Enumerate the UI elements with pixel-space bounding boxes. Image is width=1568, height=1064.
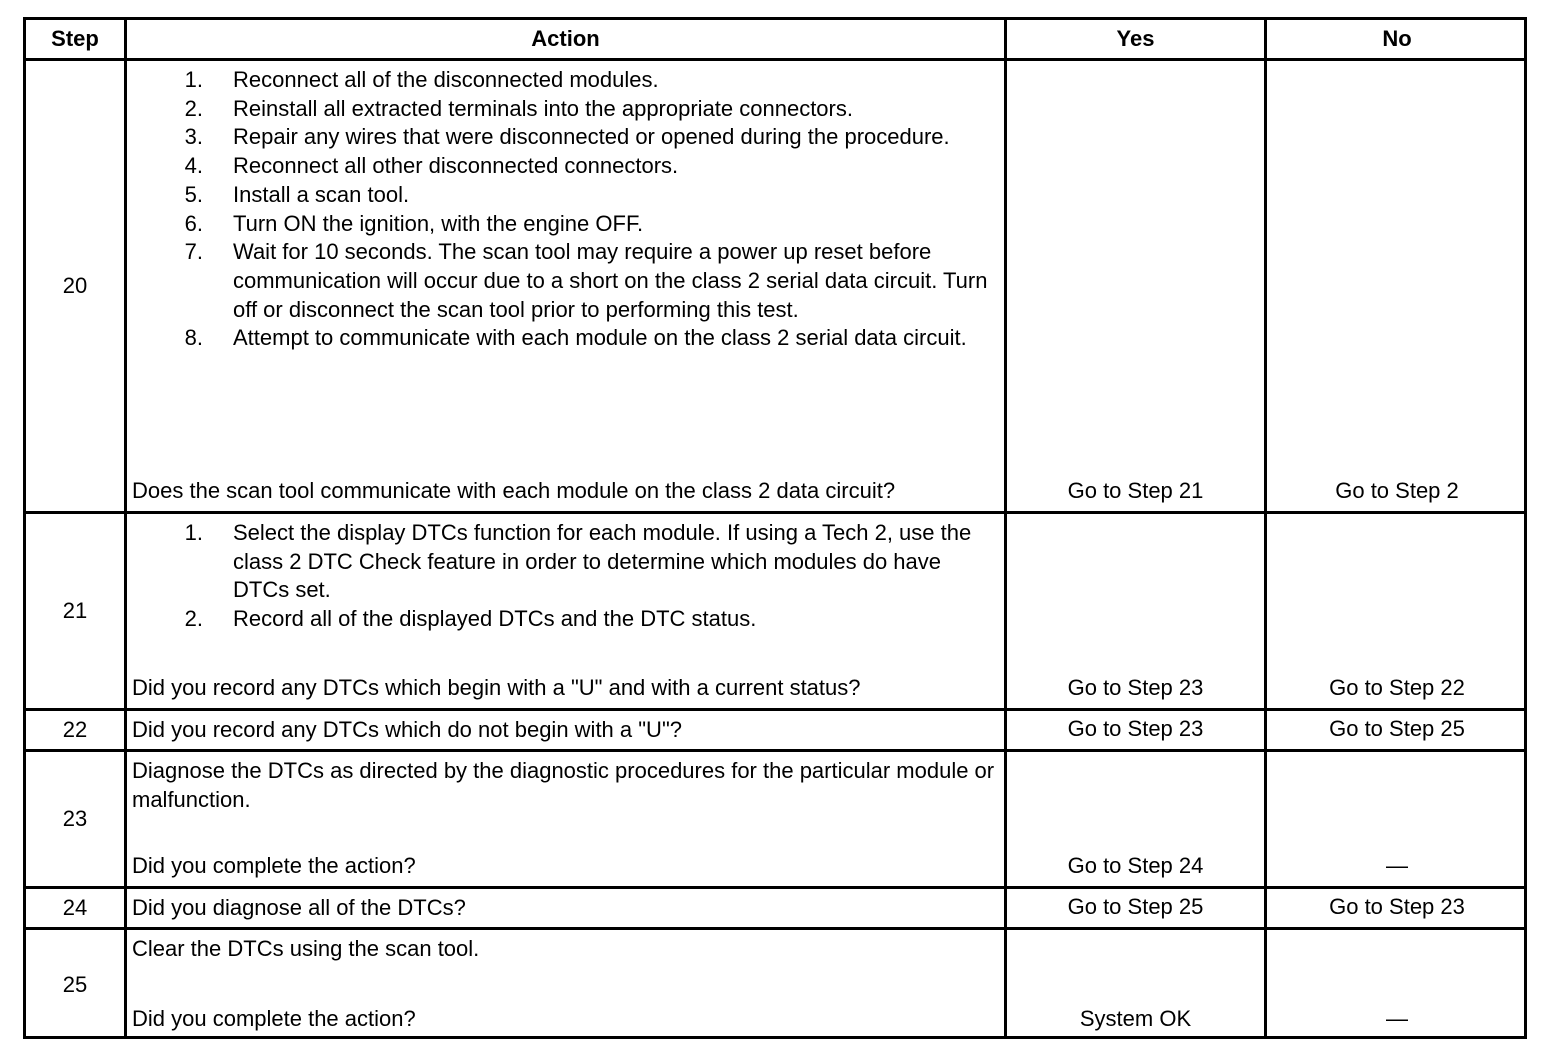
no-cell: [1264, 927, 1527, 1039]
item-number: 5.: [184, 181, 203, 207]
item-number: 1.: [184, 67, 203, 92]
item-text: Attempt to communicate with each module on the class 2 serial data circuit.: [233, 325, 967, 351]
step-number-cell: [23, 511, 124, 708]
step-number: 24: [62, 895, 88, 920]
item-text: Reconnect all of the disconnected modules.: [233, 67, 659, 92]
header-no: [1264, 17, 1527, 58]
item-number: 2.: [184, 606, 203, 632]
no-cell: [1264, 511, 1527, 708]
question-row: [132, 716, 998, 745]
yes-cell: [1004, 886, 1264, 927]
question-text: Did you complete the action?: [132, 853, 416, 879]
item-text: Wait for 10 seconds. The scan tool may require a power up reset before communication will occur due to a short on the class 2 serial data circuit. Turn off or disconnect the scan tool prior to performing this test.: [233, 239, 988, 322]
header-step: [23, 17, 124, 58]
action-cell: [124, 511, 1004, 708]
instruction-item: [132, 324, 998, 353]
header-label: Action: [531, 26, 600, 51]
yes-cell: [1004, 749, 1264, 886]
action-instructions: [132, 66, 998, 353]
yes-result: Go to Step 24: [1067, 853, 1204, 879]
instruction-item: [132, 152, 998, 181]
question-text: Did you complete the action?: [132, 1006, 416, 1032]
question-text: Did you record any DTCs which do not begin with a "U"?: [132, 717, 682, 742]
header-yes: [1004, 17, 1264, 58]
item-number: 2.: [184, 95, 203, 121]
instruction-item: [132, 605, 998, 634]
question-text: Does the scan tool communicate with each module on the class 2 data circuit?: [132, 478, 896, 504]
yes-result: Go to Step 25: [1067, 894, 1204, 920]
instruction-list: [132, 66, 998, 353]
step-number-cell: [23, 886, 124, 927]
item-text: Reconnect all other disconnected connectors.: [233, 153, 679, 179]
step-number-cell: [23, 708, 124, 749]
yes-result: System OK: [1079, 1006, 1192, 1032]
question-row: [132, 852, 998, 881]
item-text: Install a scan tool.: [233, 181, 410, 207]
action-cell: [124, 708, 1004, 749]
instruction-item: [132, 181, 998, 210]
yes-cell: [1004, 927, 1264, 1039]
item-number: 3.: [184, 124, 203, 150]
action-instructions: [132, 757, 998, 814]
header-label: No: [1382, 26, 1412, 51]
no-cell: [1264, 58, 1527, 511]
no-cell: [1264, 708, 1527, 749]
no-cell: [1264, 749, 1527, 886]
instruction-item: [132, 519, 998, 605]
no-result: Go to Step 25: [1329, 716, 1465, 742]
step-number-cell: [23, 927, 124, 1039]
no-result: —: [1386, 1006, 1408, 1032]
item-text: Turn ON the ignition, with the engine OFF.: [233, 210, 644, 236]
instruction-item: [132, 210, 998, 239]
no-result: Go to Step 23: [1329, 894, 1465, 920]
step-number: 22: [62, 717, 88, 742]
action-instructions: [132, 519, 998, 634]
step-number-cell: [23, 749, 124, 886]
item-number: 7.: [184, 239, 203, 265]
yes-cell: [1004, 708, 1264, 749]
instruction-item: [132, 66, 998, 95]
step-number-cell: [23, 58, 124, 511]
no-result: Go to Step 22: [1329, 675, 1465, 701]
instruction-item: [132, 123, 998, 152]
item-number: 6.: [184, 210, 203, 236]
action-instructions: [132, 935, 998, 964]
action-cell: [124, 58, 1004, 511]
item-text: Select the display DTCs function for each module. If using a Tech 2, use the class 2 DTC Check feature in order to determine which modules do have DTCs set.: [233, 520, 972, 603]
question-text: Did you diagnose all of the DTCs?: [132, 895, 466, 920]
no-result: Go to Step 2: [1335, 478, 1459, 504]
item-number: 1.: [184, 520, 203, 545]
instruction-list: [132, 519, 998, 634]
question-row: [132, 1005, 998, 1034]
item-number: 8.: [184, 325, 203, 351]
step-number: 21: [62, 598, 88, 623]
yes-cell: [1004, 58, 1264, 511]
question-row: [132, 674, 998, 703]
header-action: [124, 17, 1004, 58]
action-text: Diagnose the DTCs as directed by the diagnostic procedures for the particular module or malfunction.: [132, 758, 995, 812]
item-text: Repair any wires that were disconnected or opened during the procedure.: [233, 124, 950, 150]
no-result: —: [1386, 853, 1408, 879]
yes-result: Go to Step 23: [1067, 716, 1204, 742]
action-cell: [124, 886, 1004, 927]
yes-result: Go to Step 21: [1067, 478, 1204, 504]
question-row: [132, 477, 998, 506]
step-number: 25: [62, 971, 88, 997]
header-label: Yes: [1116, 26, 1155, 51]
no-cell: [1264, 886, 1527, 927]
step-number: 23: [62, 806, 88, 831]
step-number: 20: [62, 273, 88, 298]
action-cell: [124, 749, 1004, 886]
question-text: Did you record any DTCs which begin with a "U" and with a current status?: [132, 675, 861, 701]
item-text: Reinstall all extracted terminals into the appropriate connectors.: [233, 95, 853, 121]
item-number: 4.: [184, 153, 203, 179]
yes-result: Go to Step 23: [1067, 675, 1204, 701]
action-cell: [124, 927, 1004, 1039]
action-text: Clear the DTCs using the scan tool.: [132, 936, 480, 961]
header-label: Step: [51, 26, 99, 51]
question-row: [132, 894, 998, 923]
instruction-item: [132, 238, 998, 324]
yes-cell: [1004, 511, 1264, 708]
item-text: Record all of the displayed DTCs and the DTC status.: [233, 606, 757, 632]
instruction-item: [132, 95, 998, 124]
